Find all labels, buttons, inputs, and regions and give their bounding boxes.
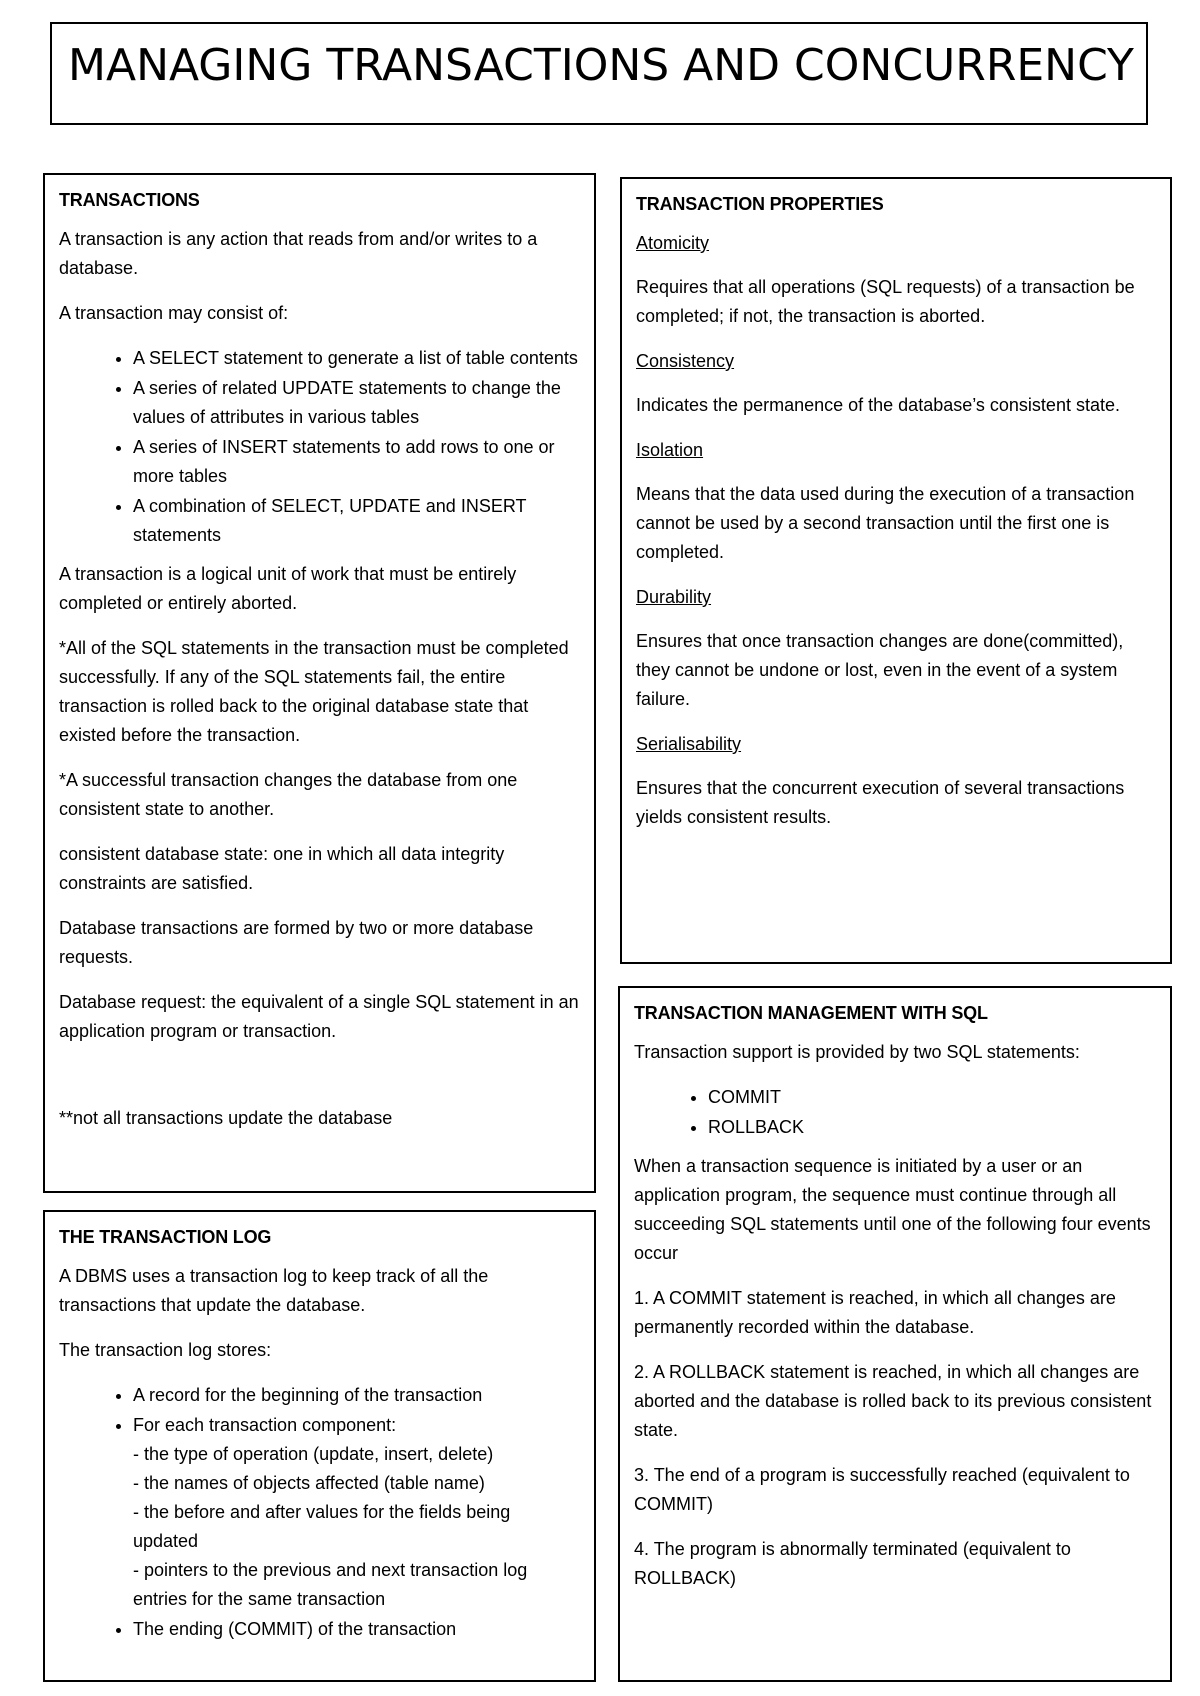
list-item: • A SELECT statement to generate a list of table contents xyxy=(133,344,580,373)
sql-management-panel xyxy=(618,986,1172,1682)
transactions-note-all: *All of the SQL statements in the transaction must be completed successfully. If any of the SQL statements fail, the entire transaction is rolled back to the original database state that existed before the transaction. xyxy=(59,638,569,745)
transactions-consist-of: A transaction may consist of: xyxy=(59,303,289,323)
list-item: • A series of related UPDATE statements to change the values of attributes in various tables xyxy=(133,374,580,432)
transactions-bullet-list xyxy=(59,344,580,550)
page-title: MANAGING TRANSACTIONS AND CONCURRENCY xyxy=(68,40,1134,91)
log-component-item: - the names of objects affected (table name) xyxy=(133,1473,485,1493)
list-item: • A combination of SELECT, UPDATE and INSERT statements xyxy=(133,492,580,550)
transactions-intro: A transaction is any action that reads from and/or writes to a database. xyxy=(59,229,538,278)
serialisability-title: Serialisability xyxy=(636,734,742,754)
sql-sequence: When a transaction sequence is initiated by a user or an application program, the sequence must continue through all succeeding SQL statements until one of the following four events occur xyxy=(634,1156,1151,1263)
list-item: • ROLLBACK xyxy=(708,1113,1156,1142)
transactions-consistent-state: consistent database state: one in which all data integrity constraints are satisfied. xyxy=(59,844,505,893)
transactions-footnote: **not all transactions update the database xyxy=(59,1108,393,1128)
log-heading: THE TRANSACTION LOG xyxy=(59,1227,272,1247)
transaction-properties-panel xyxy=(620,177,1172,964)
consistency-title: Consistency xyxy=(636,351,735,371)
list-item: • The ending (COMMIT) of the transaction xyxy=(133,1615,580,1644)
sql-intro: Transaction support is provided by two SQL statements: xyxy=(634,1042,1080,1062)
transactions-heading: TRANSACTIONS xyxy=(59,190,200,210)
list-item xyxy=(133,1411,580,1614)
title-box xyxy=(50,22,1148,125)
spacer xyxy=(59,1062,580,1104)
transactions-requests: Database transactions are formed by two or more database requests. xyxy=(59,918,534,967)
log-component-item: - pointers to the previous and next transaction log entries for the same transaction xyxy=(133,1560,528,1609)
log-component-label: • For each transaction component: xyxy=(133,1415,397,1435)
transactions-request-def: Database request: the equivalent of a single SQL statement in an application program or transaction. xyxy=(59,992,579,1041)
transactions-logical-unit: A transaction is a logical unit of work that must be entirely completed or entirely aborted. xyxy=(59,564,517,613)
durability-text: Ensures that once transaction changes are done(committed), they cannot be undone or lost, even in the event of a system failure. xyxy=(636,631,1124,709)
log-intro: A DBMS uses a transaction log to keep track of all the transactions that update the database. xyxy=(59,1266,489,1315)
atomicity-title: Atomicity xyxy=(636,233,710,253)
sql-bullet-list xyxy=(634,1083,1156,1142)
log-component-item: - the before and after values for the fields being updated xyxy=(133,1502,511,1551)
isolation-title: Isolation xyxy=(636,440,704,460)
log-component-item: - the type of operation (update, insert, delete) xyxy=(133,1444,494,1464)
list-item: • A record for the beginning of the transaction xyxy=(133,1381,580,1410)
sql-event-1: 1. A COMMIT statement is reached, in which all changes are permanently recorded within the database. xyxy=(634,1288,1116,1337)
durability-title: Durability xyxy=(636,587,712,607)
list-item: • COMMIT xyxy=(708,1083,1156,1112)
sql-event-4: 4. The program is abnormally terminated (equivalent to ROLLBACK) xyxy=(634,1539,1071,1588)
properties-heading: TRANSACTION PROPERTIES xyxy=(636,194,884,214)
transactions-note-success: *A successful transaction changes the database from one consistent state to another. xyxy=(59,770,518,819)
transactions-panel xyxy=(43,173,596,1193)
sql-event-2: 2. A ROLLBACK statement is reached, in which all changes are aborted and the database is rolled back to its previous consistent state. xyxy=(634,1362,1152,1440)
transaction-log-panel xyxy=(43,1210,596,1682)
isolation-text: Means that the data used during the execution of a transaction cannot be used by a second transaction until the first one is completed. xyxy=(636,484,1135,562)
log-bullet-list xyxy=(59,1381,580,1644)
sql-event-3: 3. The end of a program is successfully reached (equivalent to COMMIT) xyxy=(634,1465,1130,1514)
consistency-text: Indicates the permanence of the database’s consistent state. xyxy=(636,395,1120,415)
log-stores: The transaction log stores: xyxy=(59,1340,272,1360)
atomicity-text: Requires that all operations (SQL requests) of a transaction be completed; if not, the transaction is aborted. xyxy=(636,277,1135,326)
serialisability-text: Ensures that the concurrent execution of several transactions yields consistent results. xyxy=(636,778,1125,827)
list-item: • A series of INSERT statements to add rows to one or more tables xyxy=(133,433,580,491)
sql-heading: TRANSACTION MANAGEMENT WITH SQL xyxy=(634,1003,988,1023)
